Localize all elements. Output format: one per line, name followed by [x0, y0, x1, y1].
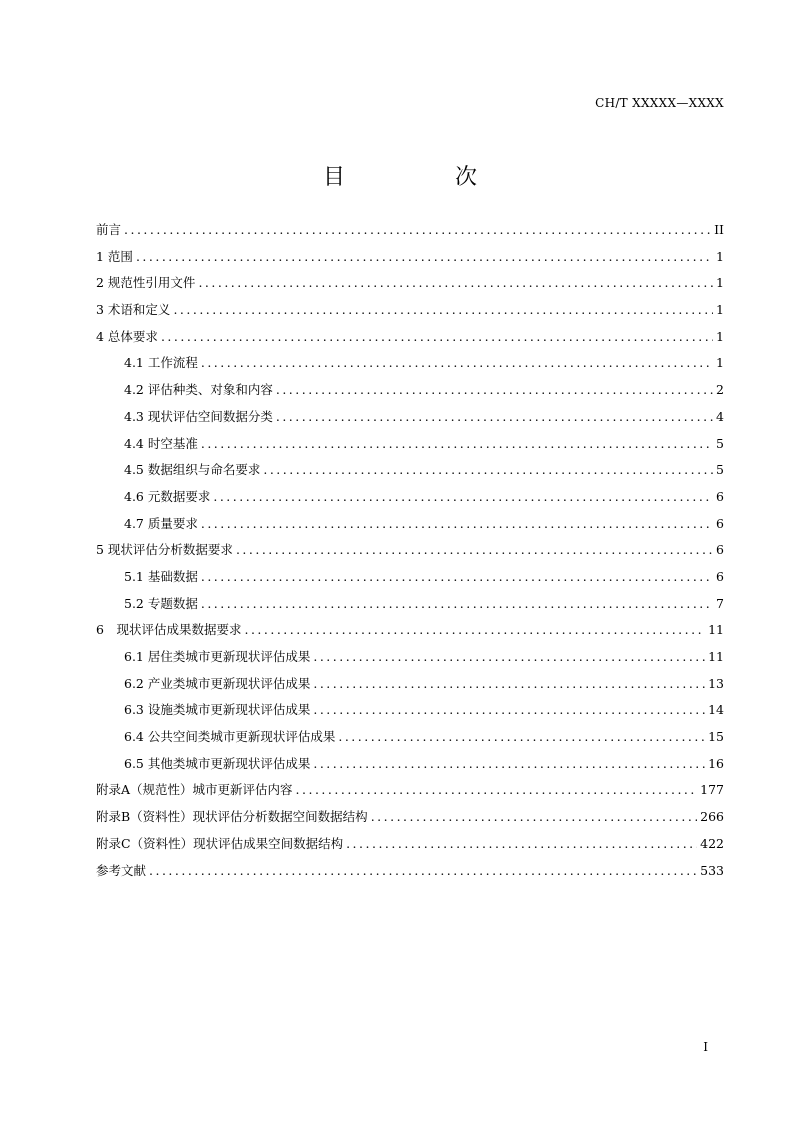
toc-entry-page: 1 [716, 302, 724, 318]
toc-entry-4[interactable] [96, 327, 724, 354]
toc-entry-4-2[interactable] [96, 380, 724, 407]
toc-entry-page: 11 [708, 622, 724, 638]
toc-entry-label: 4.1 工作流程 [124, 355, 198, 371]
toc-entry-page: 422 [700, 835, 724, 851]
toc-entry-page: 1 [716, 248, 724, 264]
toc-entry-page: 4 [716, 408, 724, 424]
toc-entry-page: 11 [708, 649, 724, 664]
toc-entry-4-4[interactable] [96, 434, 724, 461]
toc-leader-dots [201, 514, 713, 534]
toc-entry-page: 1 [716, 275, 724, 291]
toc-leader-dots [296, 780, 698, 800]
toc-entry-4-5[interactable] [96, 460, 724, 487]
toc-entry-page: 5 [716, 462, 724, 478]
toc-entry-label: 4.3 现状评估空间数据分类 [124, 408, 273, 424]
toc-entry-page: 533 [700, 862, 724, 878]
toc-entry-page: 266 [700, 809, 724, 825]
toc-entry-4-6[interactable] [96, 487, 724, 514]
toc-entry-page: 1 [716, 355, 724, 371]
toc-entry-appendix-a[interactable] [96, 780, 724, 807]
toc-leader-dots [198, 273, 713, 293]
toc-leader-dots [276, 380, 713, 400]
standard-code: CH/T XXXXX—XXXX [595, 96, 724, 110]
toc-entry-page: 6 [716, 542, 724, 558]
toc-entry-references[interactable] [96, 861, 724, 888]
toc-leader-dots [173, 300, 713, 320]
toc-entry-label: 5.1 基础数据 [124, 568, 198, 584]
toc-entry-label: 4.7 质量要求 [124, 515, 198, 531]
toc-leader-dots [161, 327, 713, 347]
toc-entry-label: 6.4 公共空间类城市更新现状评估成果 [124, 729, 336, 745]
toc-entry-page: II [714, 222, 724, 237]
toc-entry-6-3[interactable] [96, 700, 724, 727]
toc-entry-label: 附录B（资料性）现状评估分析数据空间数据结构 [96, 809, 368, 825]
toc-entry-page: 6 [716, 568, 724, 584]
toc-entry-3[interactable] [96, 300, 724, 327]
toc-entry-label: 参考文献 [96, 862, 147, 878]
toc-entry-6[interactable] [96, 620, 724, 647]
toc-entry-page: 14 [708, 702, 724, 718]
toc-leader-dots [338, 727, 705, 747]
toc-entry-label: 4.5 数据组织与命名要求 [124, 462, 261, 478]
toc-leader-dots [201, 434, 713, 454]
toc-entry-page: 2 [716, 382, 724, 398]
toc-entry-label: 6 现状评估成果数据要求 [96, 622, 242, 638]
toc-entry-label: 6.1 居住类城市更新现状评估成果 [124, 649, 311, 664]
toc-leader-dots [136, 247, 713, 267]
toc-entry-label: 附录A（规范性）城市更新评估内容 [96, 782, 293, 798]
toc-entry-page: 7 [716, 595, 724, 611]
toc-entry-4-7[interactable] [96, 514, 724, 541]
toc-entry-label: 6.5 其他类城市更新现状评估成果 [124, 755, 311, 771]
toc-entry-page: 6 [716, 515, 724, 531]
toc-entry-label: 5 现状评估分析数据要求 [96, 542, 233, 558]
toc-entry-5[interactable] [96, 540, 724, 567]
toc-entry-2[interactable] [96, 273, 724, 300]
toc-entry-6-2[interactable] [96, 674, 724, 701]
toc-entry-page: 15 [708, 729, 724, 745]
toc-leader-dots [149, 861, 697, 881]
toc-entry-label: 4 总体要求 [96, 328, 158, 344]
toc-leader-dots [313, 647, 705, 667]
toc-entry-label: 4.6 元数据要求 [124, 488, 211, 504]
toc-leader-dots [244, 620, 705, 640]
toc-leader-dots [346, 834, 697, 854]
toc-entry-label: 4.2 评估种类、对象和内容 [124, 382, 273, 398]
page-number: I [703, 1040, 708, 1054]
toc-entry-appendix-c[interactable] [96, 834, 724, 861]
toc-leader-dots [201, 567, 713, 587]
toc-entry-4-1[interactable] [96, 353, 724, 380]
toc-entry-label: 5.2 专题数据 [124, 595, 198, 611]
toc-leader-dots [276, 407, 713, 427]
toc-entry-label: 1 范围 [96, 248, 133, 264]
toc-entry-label: 2 规范性引用文件 [96, 275, 196, 291]
toc-entry-page: 5 [716, 435, 724, 451]
toc-entry-page: 6 [716, 488, 724, 504]
toc-entry-preface[interactable] [96, 220, 724, 247]
toc-entry-page: 16 [708, 755, 724, 771]
toc-leader-dots [124, 220, 711, 240]
toc-leader-dots [263, 460, 713, 480]
toc-leader-dots [313, 754, 705, 774]
toc-entry-1[interactable] [96, 247, 724, 274]
toc-leader-dots [213, 487, 713, 507]
toc-leader-dots [201, 353, 713, 373]
toc-entry-5-2[interactable] [96, 594, 724, 621]
toc-entry-page: 1 [716, 328, 724, 344]
toc-entry-page: 13 [708, 675, 724, 691]
toc-entry-page: 177 [700, 782, 724, 798]
toc-leader-dots [201, 594, 713, 614]
toc-entry-label: 3 术语和定义 [96, 302, 171, 318]
toc-title: 目 次 [322, 165, 521, 190]
toc-entry-6-5[interactable] [96, 754, 724, 781]
toc-leader-dots [313, 674, 705, 694]
toc-leader-dots [236, 540, 713, 560]
toc-entry-label: 6.2 产业类城市更新现状评估成果 [124, 675, 311, 691]
toc-entry-label: 前言 [96, 222, 122, 237]
toc-entry-6-1[interactable] [96, 647, 724, 674]
table-of-contents [96, 220, 724, 887]
toc-entry-4-3[interactable] [96, 407, 724, 434]
toc-entry-6-4[interactable] [96, 727, 724, 754]
toc-entry-appendix-b[interactable] [96, 807, 724, 834]
toc-leader-dots [313, 700, 705, 720]
toc-entry-label: 附录C（资料性）现状评估成果空间数据结构 [96, 835, 344, 851]
toc-leader-dots [371, 807, 697, 827]
toc-entry-5-1[interactable] [96, 567, 724, 594]
toc-entry-label: 6.3 设施类城市更新现状评估成果 [124, 702, 311, 718]
toc-entry-label: 4.4 时空基准 [124, 435, 198, 451]
